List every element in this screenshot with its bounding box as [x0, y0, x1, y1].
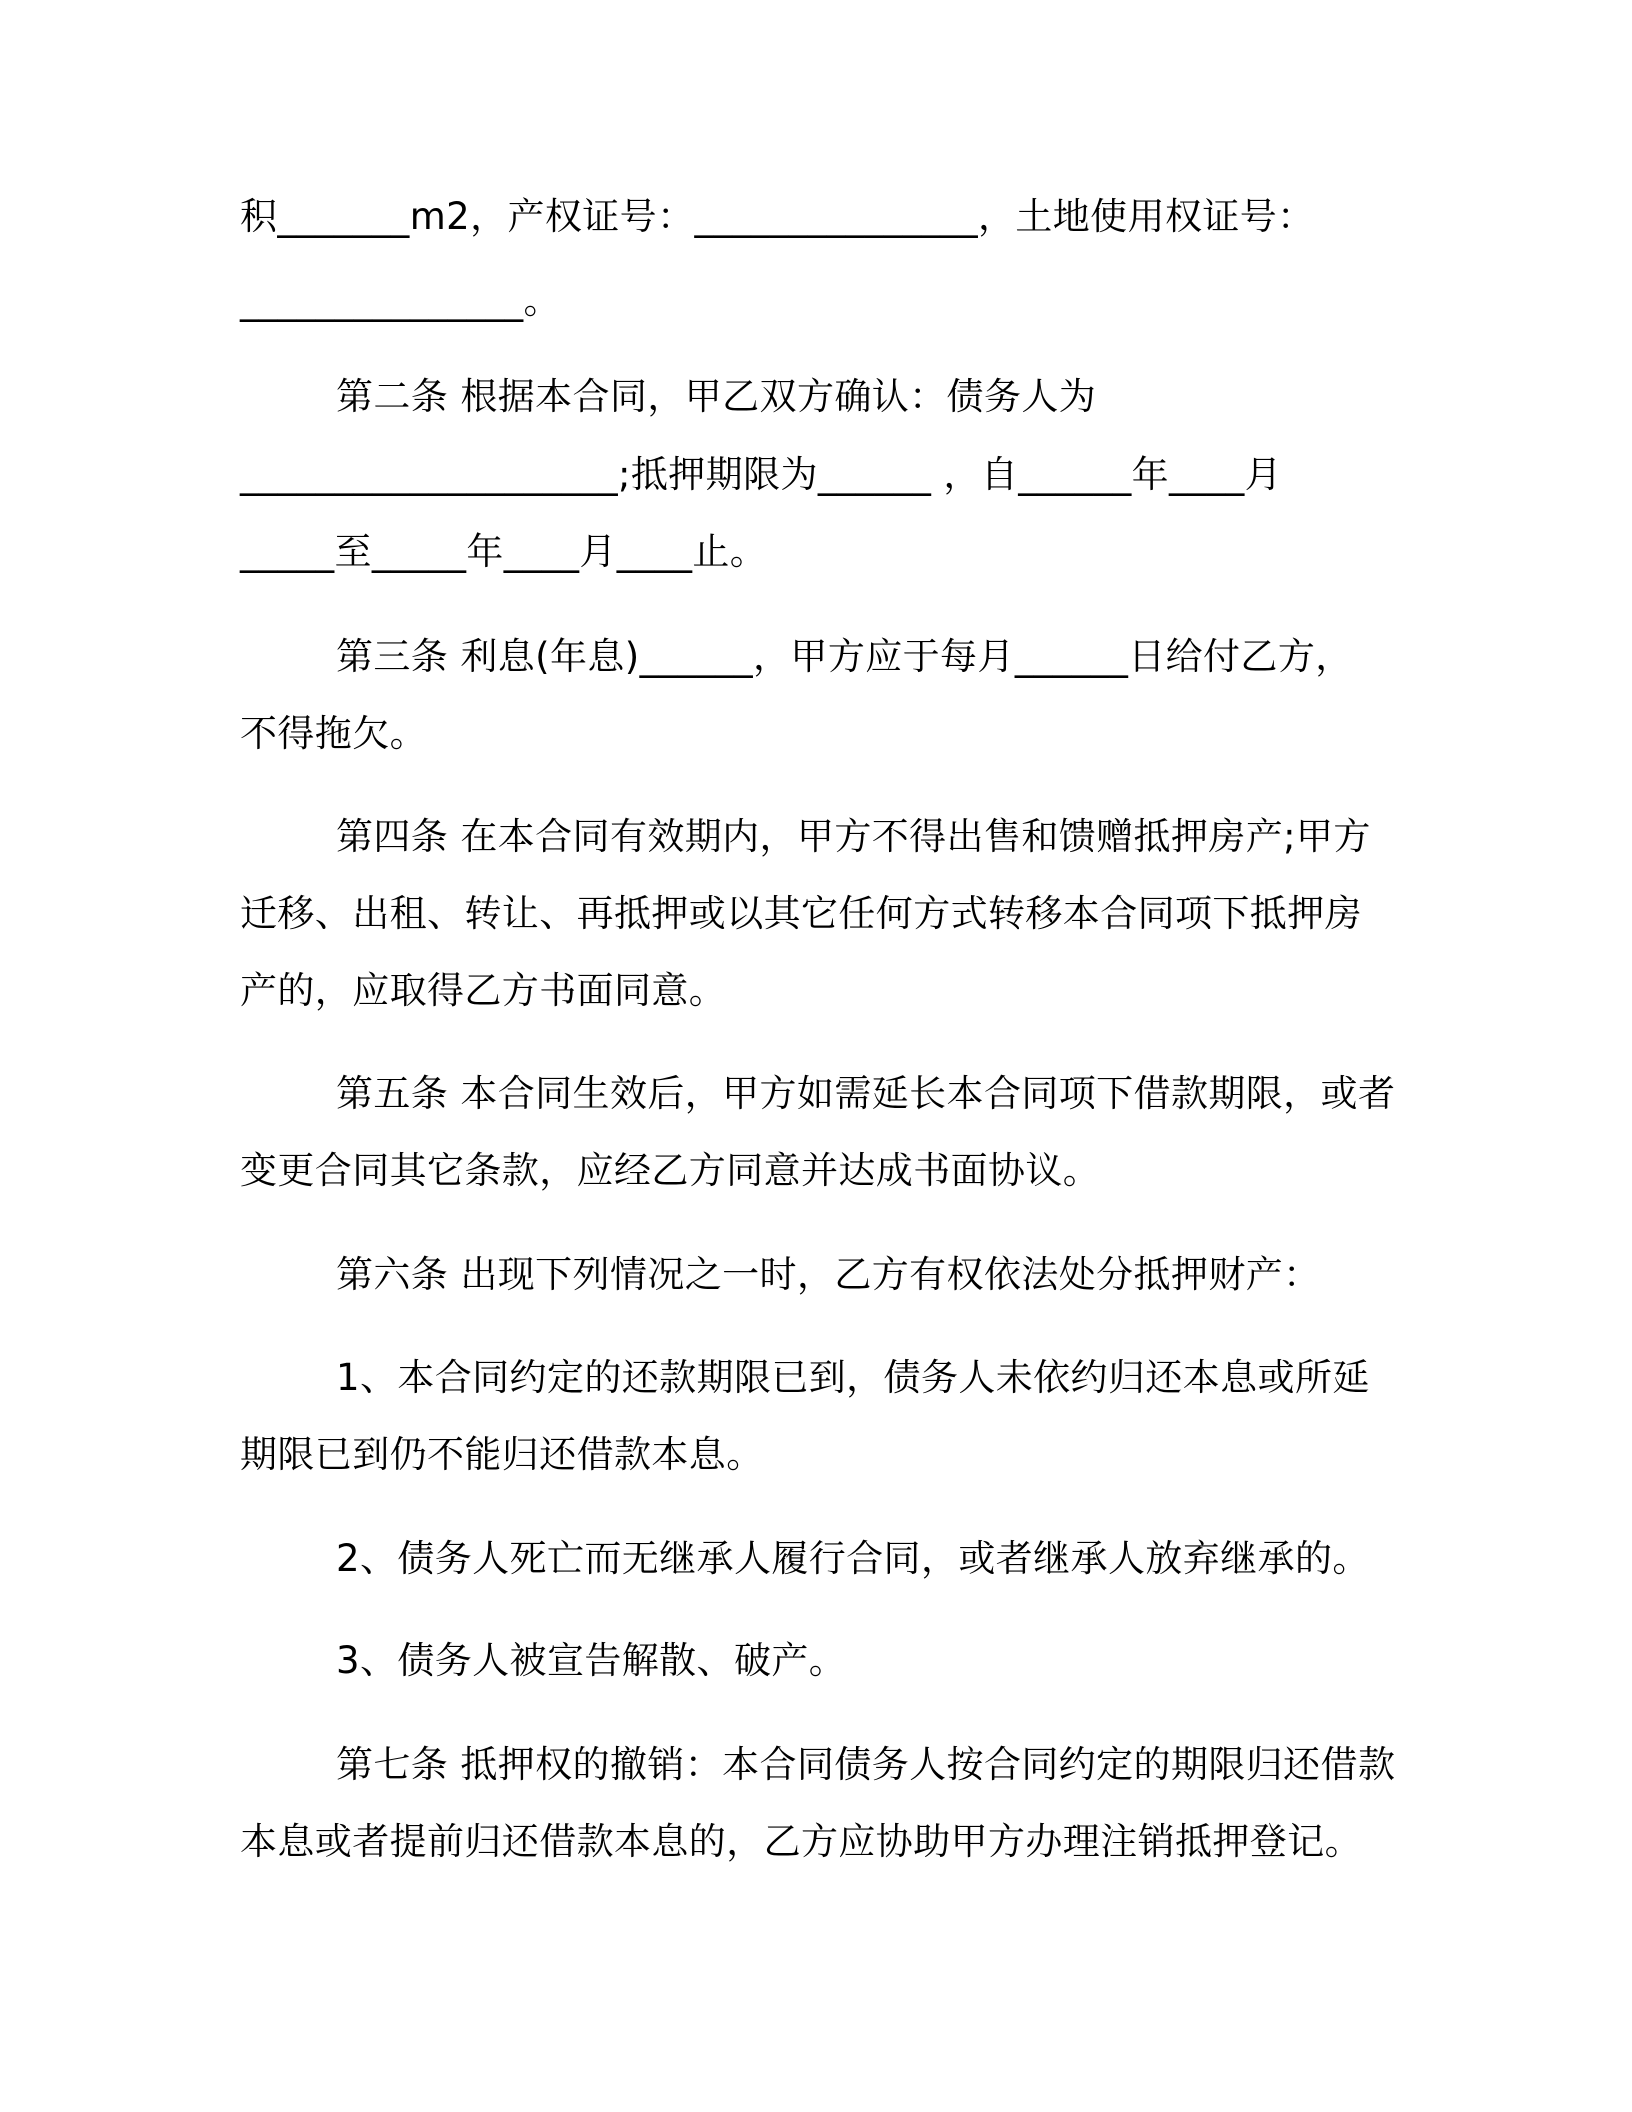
text-line: 不得拖欠。 — [240, 712, 427, 755]
text-line: 积_______m2，产权证号：_______________，土地使用权证号： — [240, 195, 1315, 238]
text-line: _______________。 — [240, 279, 561, 322]
article-5-heading-line: 第五条 本合同生效后，甲方如需延长本合同项下借款期限，或者 — [336, 1072, 1396, 1115]
text-line: 产的，应取得乙方书面同意。 — [240, 969, 727, 1012]
article-6-heading-line: 第六条 出现下列情况之一时，乙方有权依法处分抵押财产： — [336, 1253, 1321, 1296]
text-line: 本息或者提前归还借款本息的，乙方应协助甲方办理注销抵押登记。 — [240, 1820, 1362, 1863]
article-2-heading-line: 第二条 根据本合同，甲乙双方确认：债务人为 — [336, 375, 1097, 418]
list-item-2-line: 2、债务人死亡而无继承人履行合同，或者继承人放弃继承的。 — [336, 1537, 1370, 1580]
list-item-1-line: 1、本合同约定的还款期限已到，债务人未依约归还本息或所延 — [336, 1356, 1370, 1399]
text-line: 迁移、出租、转让、再抵押或以其它任何方式转移本合同项下抵押房 — [240, 892, 1362, 935]
list-item-3-line: 3、债务人被宣告解散、破产。 — [336, 1639, 847, 1682]
article-7-heading-line: 第七条 抵押权的撤销：本合同债务人按合同约定的期限归还借款 — [336, 1743, 1396, 1786]
article-3-heading-line: 第三条 利息(年息)______，甲方应于每月______日给付乙方， — [336, 635, 1353, 678]
text-line: _____至_____年____月____止。 — [240, 530, 768, 573]
article-4-heading-line: 第四条 在本合同有效期内，甲方不得出售和馈赠抵押房产;甲方 — [336, 815, 1371, 858]
text-line: 期限已到仍不能归还借款本息。 — [240, 1433, 764, 1476]
text-line: ____________________;抵押期限为______ ，自______年____月 — [240, 453, 1283, 496]
document-page — [240, 0, 1410, 2112]
text-line: 变更合同其它条款，应经乙方同意并达成书面协议。 — [240, 1149, 1101, 1192]
